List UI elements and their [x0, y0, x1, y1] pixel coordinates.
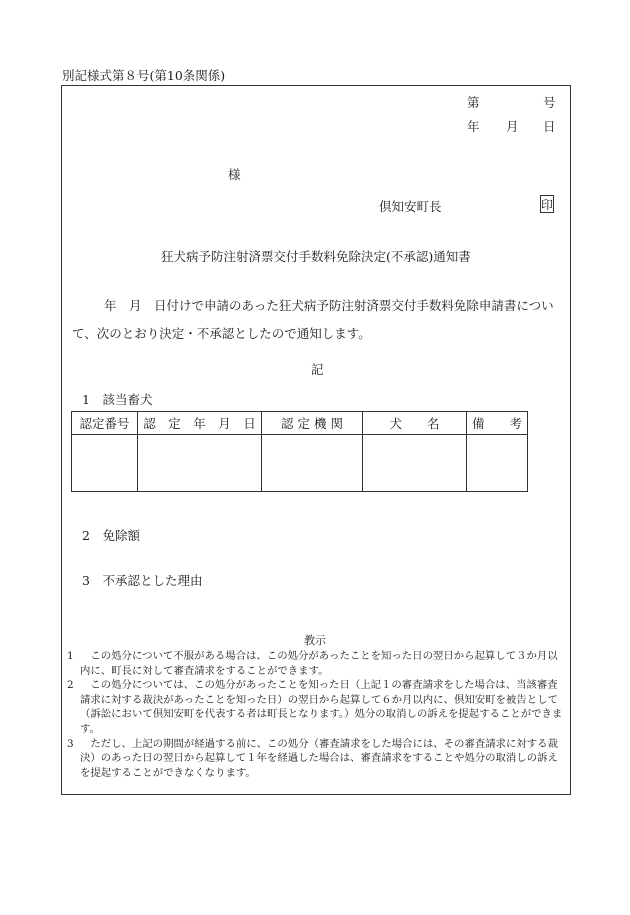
cell-remarks: [467, 435, 528, 492]
section-3-heading: 3 不承認とした理由: [82, 573, 203, 588]
note-1-number: 1: [67, 650, 74, 662]
section-2-heading: 2 免除額: [82, 528, 140, 543]
header-cert-number: 認定番号: [72, 412, 138, 435]
form-label: 別記様式第８号(第10条関係): [62, 68, 226, 83]
cell-cert-number: [72, 435, 138, 492]
note-2-text: この処分については、この処分があったことを知った日（上記１の審査請求をした場合は、当該審査請求に対する裁決があったことを知った日）の翌日から起算して６か月以内に、倶知安町を被告として（訴訟において倶知安町を代表する者は町長となります。）処分の取消しの訴えを提起することができます。: [80, 679, 563, 735]
document-title: 狂犬病予防注射済票交付手数料免除決定(不承認)通知書: [161, 249, 471, 264]
ki-heading: 記: [311, 362, 324, 377]
cell-cert-agency: [262, 435, 363, 492]
seal-mark: 印: [540, 195, 554, 213]
cell-dog-name: [363, 435, 467, 492]
note-3-number: 3: [67, 737, 74, 750]
date-year: 年: [467, 119, 480, 134]
date-month: 月: [506, 119, 519, 134]
body-line-2: て、次のとおり決定・不承認としたので通知します。: [72, 326, 371, 341]
note-3: [67, 737, 567, 781]
note-1: [67, 649, 567, 678]
instructions-notes: [67, 649, 567, 780]
body-line-1: 年 月 日付けで申請のあった狂犬病予防注射済票交付手数料免除申請書につい: [104, 298, 554, 313]
date-day: 日: [543, 119, 556, 134]
header-cert-agency: 認 定 機 関: [262, 412, 363, 435]
header-dog-name: 犬 名: [363, 412, 467, 435]
note-2-number: 2: [67, 679, 74, 692]
note-2: [67, 678, 567, 736]
cell-cert-date: [138, 435, 262, 492]
header-cert-date: 認 定 年 月 日: [138, 412, 262, 435]
section-1-heading: 1 該当畜犬: [82, 392, 153, 407]
dog-table: [71, 411, 528, 492]
header-remarks: 備 考: [467, 412, 528, 435]
note-1-text: この処分について不服がある場合は、この処分があったことを知った日の翌日から起算して３か月以内に、町長に対して審査請求をすることができます。: [80, 650, 558, 677]
note-3-text: ただし、上記の期間が経過する前に、この処分（審査請求をした場合には、その審査請求に対する裁決）のあった日の翌日から起算して１年を経過した場合は、審査請求をすることや処分の取消しの訴えを提起することができなくなります。: [80, 737, 558, 779]
addressee-suffix: 様: [228, 167, 241, 182]
number-suffix: 号: [543, 95, 556, 110]
body-text: [72, 292, 570, 348]
issuer-name: 倶知安町長: [379, 199, 442, 214]
table-row: [72, 435, 528, 492]
instructions-title: 教示: [304, 634, 326, 647]
table-header-row: [72, 412, 528, 435]
number-prefix: 第: [467, 95, 480, 110]
